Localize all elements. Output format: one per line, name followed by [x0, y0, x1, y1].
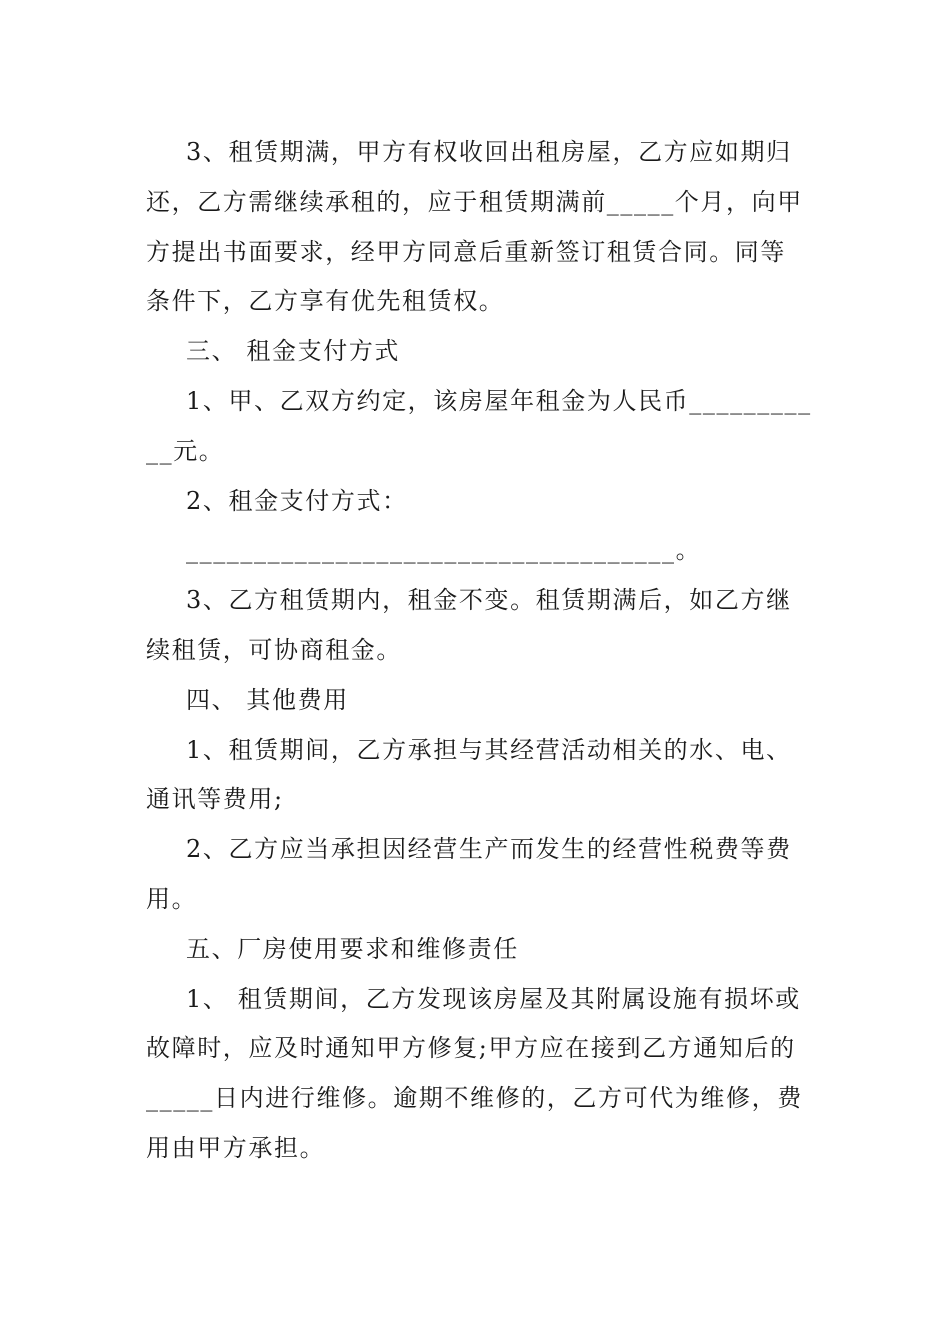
- text-line: 续租赁，可协商租金。: [146, 635, 402, 664]
- text-line: 3、乙方租赁期内，租金不变。租赁期满后，如乙方继: [186, 586, 792, 615]
- text-line: 条件下，乙方享有优先租赁权。: [146, 287, 505, 316]
- text-line: 故障时，应及时通知甲方修复;甲方应在接到乙方通知后的: [146, 1034, 796, 1063]
- text-line: 方提出书面要求，经甲方同意后重新签订租赁合同。同等: [146, 237, 786, 266]
- text-line: _____日内进行维修。逾期不维修的，乙方可代为维修，费: [146, 1084, 803, 1113]
- text-line: 3、租赁期满，甲方有权收回出租房屋，乙方应如期归: [186, 138, 792, 166]
- text-line: 1、甲、乙双方约定，该房屋年租金为人民币_________: [186, 386, 812, 415]
- text-line: __元。: [146, 436, 225, 465]
- fill-in-blank-line: ____________________________________。: [186, 536, 702, 565]
- text-line: 1、 租赁期间，乙方发现该房屋及其附属设施有损坏或: [186, 984, 801, 1013]
- text-line: 通讯等费用;: [146, 785, 284, 814]
- text-line: 1、租赁期间，乙方承担与其经营活动相关的水、电、: [186, 735, 792, 764]
- text-line: 用由甲方承担。: [146, 1133, 326, 1162]
- section-heading-other-fees: 四、 其他费用: [186, 685, 349, 714]
- text-line: 2、乙方应当承担因经营生产而发生的经营性税费等费: [186, 835, 792, 864]
- section-heading-rent-payment: 三、 租金支付方式: [186, 337, 401, 366]
- text-line: 用。: [146, 884, 198, 913]
- document-body: [146, 128, 812, 1174]
- text-line: 2、租金支付方式：: [186, 486, 408, 515]
- text-line: 还，乙方需继续承租的，应于租赁期满前_____个月，向甲: [146, 187, 803, 216]
- section-heading-maintenance: 五、厂房使用要求和维修责任: [186, 934, 519, 963]
